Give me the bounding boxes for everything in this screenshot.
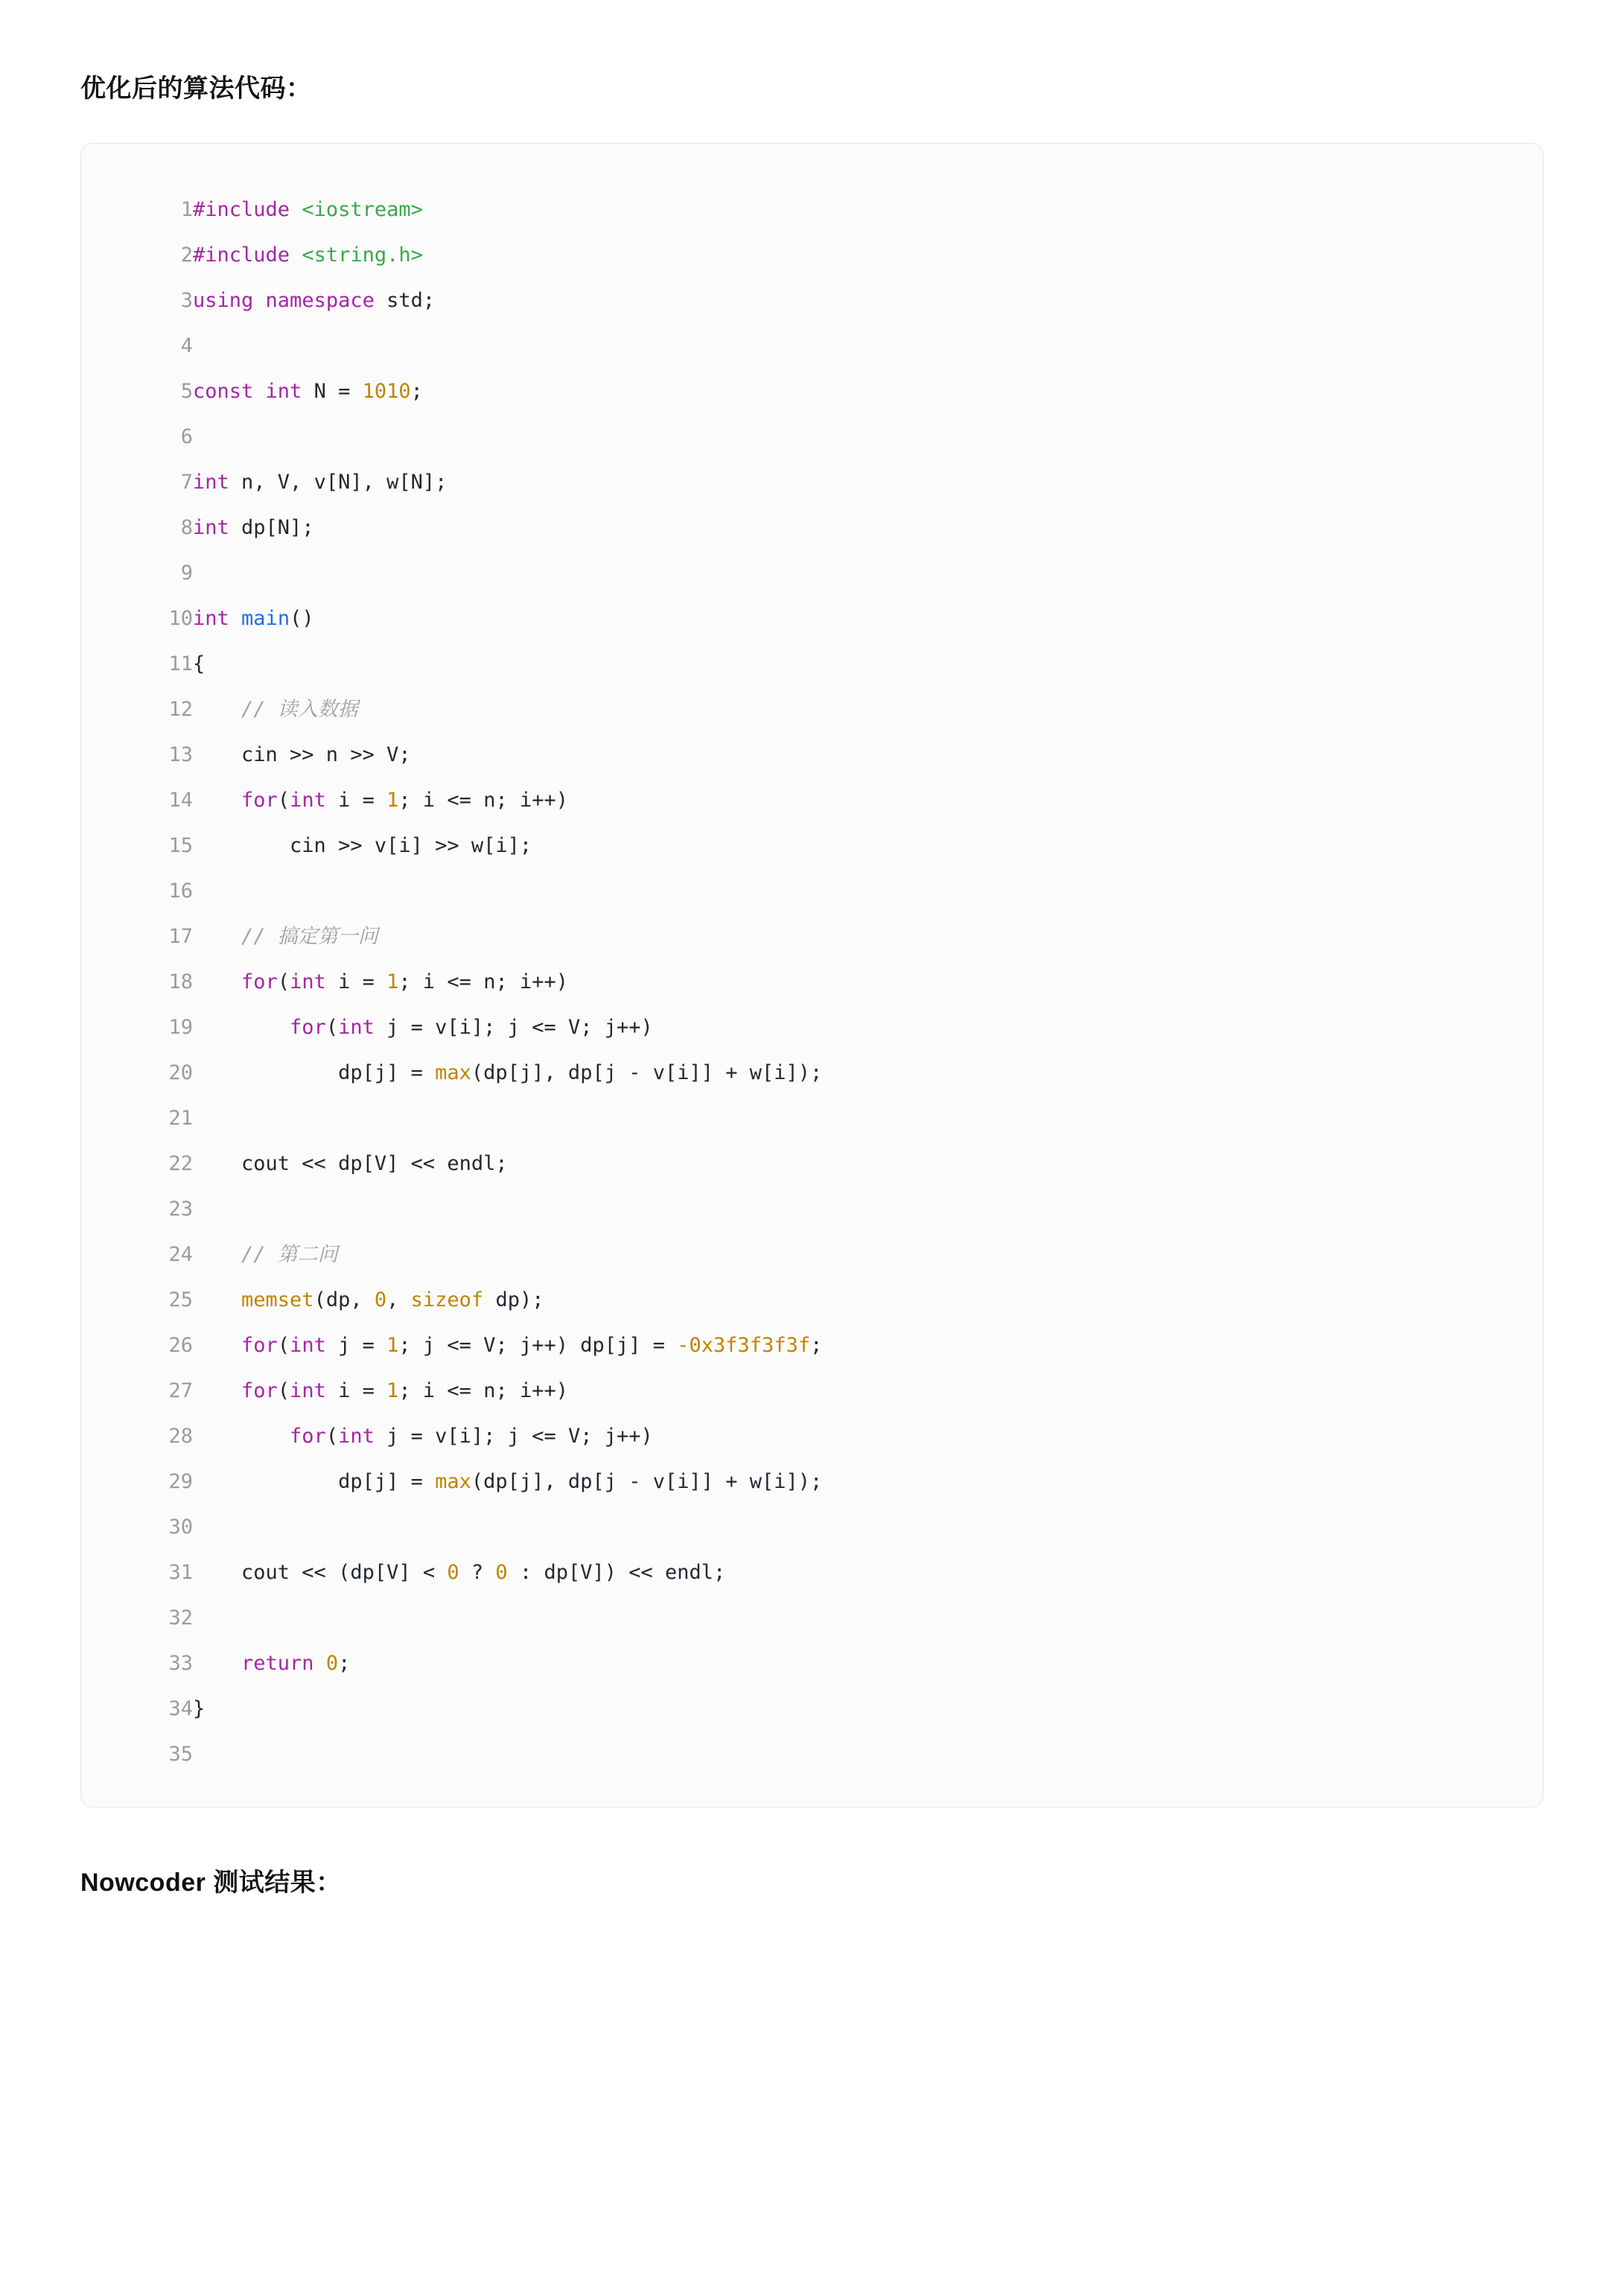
code-line-content bbox=[193, 323, 1513, 369]
code-line bbox=[111, 687, 1513, 732]
code-token: std; bbox=[374, 288, 436, 312]
code-line bbox=[111, 596, 1513, 641]
code-token: max bbox=[435, 1060, 471, 1084]
code-token: int bbox=[193, 606, 229, 630]
code-line bbox=[111, 732, 1513, 777]
code-token: 0 bbox=[447, 1560, 459, 1584]
code-line bbox=[111, 1641, 1513, 1686]
code-line-number: 8 bbox=[180, 515, 193, 539]
code-line-number: 28 bbox=[168, 1424, 193, 1448]
code-line-content bbox=[193, 596, 1513, 641]
code-token: ; j <= V; j++) dp[j] = bbox=[398, 1333, 678, 1357]
code-token: 1 bbox=[386, 788, 399, 812]
code-token bbox=[229, 607, 241, 630]
code-token: using bbox=[193, 288, 254, 312]
code-line-number: 24 bbox=[168, 1242, 193, 1266]
code-token: , bbox=[386, 1288, 411, 1311]
code-line bbox=[111, 1141, 1513, 1186]
code-line bbox=[111, 1232, 1513, 1277]
code-line-content bbox=[193, 1095, 1513, 1141]
code-token: namespace bbox=[265, 288, 375, 312]
code-line bbox=[111, 1595, 1513, 1641]
code-line-number: 33 bbox=[168, 1651, 193, 1675]
code-line bbox=[111, 414, 1513, 459]
code-token: main bbox=[241, 606, 290, 630]
code-token bbox=[193, 1288, 241, 1311]
code-token bbox=[253, 380, 265, 403]
code-line bbox=[111, 1504, 1513, 1550]
code-token: (dp[j], dp[j - v[i]] + w[i]); bbox=[471, 1469, 823, 1493]
code-token: dp); bbox=[483, 1288, 544, 1311]
code-line-content bbox=[193, 232, 1513, 278]
code-line-content bbox=[193, 1323, 1513, 1368]
code-line-content bbox=[193, 550, 1513, 596]
code-token bbox=[193, 1016, 290, 1039]
code-line-content bbox=[193, 1413, 1513, 1459]
code-token bbox=[193, 1652, 241, 1675]
code-line-content bbox=[193, 823, 1513, 868]
code-token: for bbox=[241, 1378, 278, 1402]
code-token: n, V, v[N], w[N]; bbox=[229, 470, 448, 494]
code-token: int bbox=[338, 1424, 375, 1448]
code-token: int bbox=[290, 1378, 326, 1402]
code-line-number: 35 bbox=[168, 1742, 193, 1766]
code-line-content bbox=[193, 1641, 1513, 1686]
code-token: 0 bbox=[374, 1288, 387, 1311]
code-token: cin >> n >> V; bbox=[193, 742, 411, 766]
code-line bbox=[111, 641, 1513, 687]
code-token: for bbox=[241, 970, 278, 993]
code-line-number: 32 bbox=[168, 1606, 193, 1629]
code-token: ; i <= n; i++) bbox=[398, 788, 568, 812]
code-line bbox=[111, 868, 1513, 914]
code-line-number: 2 bbox=[180, 243, 193, 267]
code-line bbox=[111, 232, 1513, 278]
code-line-number: 23 bbox=[168, 1197, 193, 1221]
code-line-content bbox=[193, 1595, 1513, 1641]
code-line bbox=[111, 823, 1513, 868]
code-line bbox=[111, 1186, 1513, 1232]
code-token: ; bbox=[338, 1651, 351, 1675]
code-line-content bbox=[193, 414, 1513, 459]
code-line-content bbox=[193, 505, 1513, 550]
code-token: int bbox=[290, 788, 326, 812]
code-token: max bbox=[435, 1469, 471, 1493]
code-token: memset bbox=[241, 1288, 314, 1311]
code-line-content bbox=[193, 369, 1513, 414]
code-line-number: 18 bbox=[168, 970, 193, 993]
code-line-content bbox=[193, 1232, 1513, 1277]
code-line-number: 1 bbox=[180, 197, 193, 221]
code-line bbox=[111, 187, 1513, 232]
code-token: (dp[j], dp[j - v[i]] + w[i]); bbox=[471, 1060, 823, 1084]
code-lines bbox=[111, 187, 1513, 1777]
code-token: cout << dp[V] << endl; bbox=[193, 1151, 508, 1175]
code-token: () bbox=[290, 606, 314, 630]
code-line-number: 5 bbox=[180, 379, 193, 403]
code-line bbox=[111, 1277, 1513, 1323]
code-line-number: 21 bbox=[168, 1106, 193, 1130]
code-token: cin >> v[i] >> w[i]; bbox=[193, 833, 532, 857]
code-line bbox=[111, 505, 1513, 550]
code-token: (dp, bbox=[313, 1288, 375, 1311]
code-line-number: 4 bbox=[180, 334, 193, 357]
code-line bbox=[111, 459, 1513, 505]
code-token: dp[j] = bbox=[193, 1469, 436, 1493]
code-line-number: 29 bbox=[168, 1469, 193, 1493]
code-line-number: 15 bbox=[168, 833, 193, 857]
code-line-content bbox=[193, 732, 1513, 777]
code-token: ? bbox=[459, 1560, 496, 1584]
code-token bbox=[253, 289, 265, 312]
code-line-number: 11 bbox=[168, 652, 193, 675]
code-line-number: 19 bbox=[168, 1015, 193, 1039]
code-token: cout << (dp[V] < bbox=[193, 1560, 448, 1584]
code-token: j = bbox=[325, 1333, 387, 1357]
code-token: // 读入数据 bbox=[193, 697, 358, 721]
code-token bbox=[193, 1425, 290, 1448]
code-line bbox=[111, 1731, 1513, 1777]
code-token bbox=[314, 1652, 326, 1675]
code-line-number: 10 bbox=[168, 606, 193, 630]
code-line bbox=[111, 1323, 1513, 1368]
code-line-content bbox=[193, 187, 1513, 232]
code-token: #include bbox=[193, 197, 290, 221]
code-token: i = bbox=[325, 788, 387, 812]
code-line-content bbox=[193, 687, 1513, 732]
code-line bbox=[111, 1005, 1513, 1050]
code-token bbox=[290, 244, 302, 267]
code-line-number: 13 bbox=[168, 742, 193, 766]
code-line bbox=[111, 323, 1513, 369]
code-token: for bbox=[290, 1424, 326, 1448]
code-token: #include bbox=[193, 243, 290, 267]
code-line-content bbox=[193, 1686, 1513, 1731]
code-line bbox=[111, 1368, 1513, 1413]
code-token: ( bbox=[277, 788, 290, 812]
code-line-content bbox=[193, 1731, 1513, 1777]
code-token bbox=[193, 1334, 241, 1357]
code-token: ; bbox=[410, 379, 423, 403]
code-token: int bbox=[193, 470, 229, 494]
code-line-content bbox=[193, 1141, 1513, 1186]
code-line bbox=[111, 959, 1513, 1005]
code-token: <string.h> bbox=[302, 243, 423, 267]
code-line bbox=[111, 1413, 1513, 1459]
code-line-number: 9 bbox=[180, 561, 193, 585]
code-token: } bbox=[193, 1696, 206, 1720]
code-token: ; i <= n; i++) bbox=[398, 970, 568, 993]
code-token: for bbox=[241, 1333, 278, 1357]
code-table bbox=[111, 187, 1513, 1777]
code-token: // 第二问 bbox=[193, 1242, 338, 1266]
code-line bbox=[111, 550, 1513, 596]
code-line bbox=[111, 369, 1513, 414]
code-token: for bbox=[241, 788, 278, 812]
code-token: j = v[i]; j <= V; j++) bbox=[374, 1424, 653, 1448]
page-title-result: Nowcoder 测试结果： bbox=[80, 1868, 342, 1897]
code-line bbox=[111, 1550, 1513, 1595]
code-line-number: 30 bbox=[168, 1515, 193, 1539]
code-line-number: 26 bbox=[168, 1333, 193, 1357]
code-token: { bbox=[193, 652, 206, 675]
code-token bbox=[193, 970, 241, 993]
code-token: sizeof bbox=[410, 1288, 484, 1311]
code-token: ( bbox=[277, 970, 290, 993]
code-line-content bbox=[193, 1050, 1513, 1095]
code-line-number: 12 bbox=[168, 697, 193, 721]
code-token: dp[N]; bbox=[229, 515, 314, 539]
code-token: ( bbox=[325, 1015, 339, 1039]
code-line-content bbox=[193, 459, 1513, 505]
code-token: 1 bbox=[386, 1378, 399, 1402]
code-line-content bbox=[193, 1005, 1513, 1050]
code-token: ; bbox=[810, 1333, 823, 1357]
code-token: int bbox=[338, 1015, 375, 1039]
code-line-number: 7 bbox=[180, 470, 193, 494]
code-line-content bbox=[193, 914, 1513, 959]
code-line bbox=[111, 777, 1513, 823]
code-token: const bbox=[193, 379, 254, 403]
code-token: 1 bbox=[386, 1333, 399, 1357]
code-line bbox=[111, 278, 1513, 323]
code-token: 0 bbox=[495, 1560, 508, 1584]
code-token: int bbox=[290, 970, 326, 993]
code-line-number: 25 bbox=[168, 1288, 193, 1311]
code-line bbox=[111, 1050, 1513, 1095]
code-line-number: 6 bbox=[180, 424, 193, 448]
code-line-number: 16 bbox=[168, 879, 193, 903]
code-token: j = v[i]; j <= V; j++) bbox=[374, 1015, 653, 1039]
code-token: -0x3f3f3f3f bbox=[677, 1333, 811, 1357]
code-token: dp[j] = bbox=[193, 1060, 436, 1084]
code-line bbox=[111, 1686, 1513, 1731]
code-line-content bbox=[193, 1550, 1513, 1595]
code-line-number: 20 bbox=[168, 1060, 193, 1084]
code-line-content bbox=[193, 1504, 1513, 1550]
code-line-content bbox=[193, 1368, 1513, 1413]
code-token: 1 bbox=[386, 970, 399, 993]
code-line-number: 22 bbox=[168, 1151, 193, 1175]
code-token: int bbox=[265, 379, 302, 403]
code-token: // 搞定第一问 bbox=[193, 924, 378, 948]
code-token: ( bbox=[277, 1333, 290, 1357]
code-token bbox=[290, 198, 302, 221]
code-token: 1010 bbox=[362, 379, 411, 403]
code-line-content bbox=[193, 1186, 1513, 1232]
code-block-card bbox=[80, 143, 1544, 1807]
code-token: int bbox=[193, 515, 229, 539]
code-line-content bbox=[193, 959, 1513, 1005]
code-token: int bbox=[290, 1333, 326, 1357]
code-token: ( bbox=[277, 1378, 290, 1402]
code-line bbox=[111, 914, 1513, 959]
code-line bbox=[111, 1459, 1513, 1504]
page-title-code: 优化后的算法代码： bbox=[80, 74, 312, 103]
code-line-number: 3 bbox=[180, 288, 193, 312]
code-token bbox=[193, 1379, 241, 1402]
code-line bbox=[111, 1095, 1513, 1141]
code-line-number: 14 bbox=[168, 788, 193, 812]
code-line-content bbox=[193, 777, 1513, 823]
code-line-content bbox=[193, 641, 1513, 687]
code-line-content bbox=[193, 1459, 1513, 1504]
code-line-content bbox=[193, 868, 1513, 914]
code-line-number: 27 bbox=[168, 1378, 193, 1402]
code-token: : dp[V]) << endl; bbox=[507, 1560, 726, 1584]
code-line-number: 31 bbox=[168, 1560, 193, 1584]
code-token: ( bbox=[325, 1424, 339, 1448]
code-line-number: 34 bbox=[168, 1696, 193, 1720]
code-line-number: 17 bbox=[168, 924, 193, 948]
code-line-content bbox=[193, 1277, 1513, 1323]
code-token: i = bbox=[325, 970, 387, 993]
code-token: ; i <= n; i++) bbox=[398, 1378, 568, 1402]
code-token: N = bbox=[302, 379, 363, 403]
code-token: for bbox=[290, 1015, 326, 1039]
code-token bbox=[193, 789, 241, 812]
code-token: i = bbox=[325, 1378, 387, 1402]
code-token: 0 bbox=[325, 1651, 339, 1675]
code-token: return bbox=[241, 1651, 314, 1675]
code-line-content bbox=[193, 278, 1513, 323]
code-token: <iostream> bbox=[302, 197, 423, 221]
